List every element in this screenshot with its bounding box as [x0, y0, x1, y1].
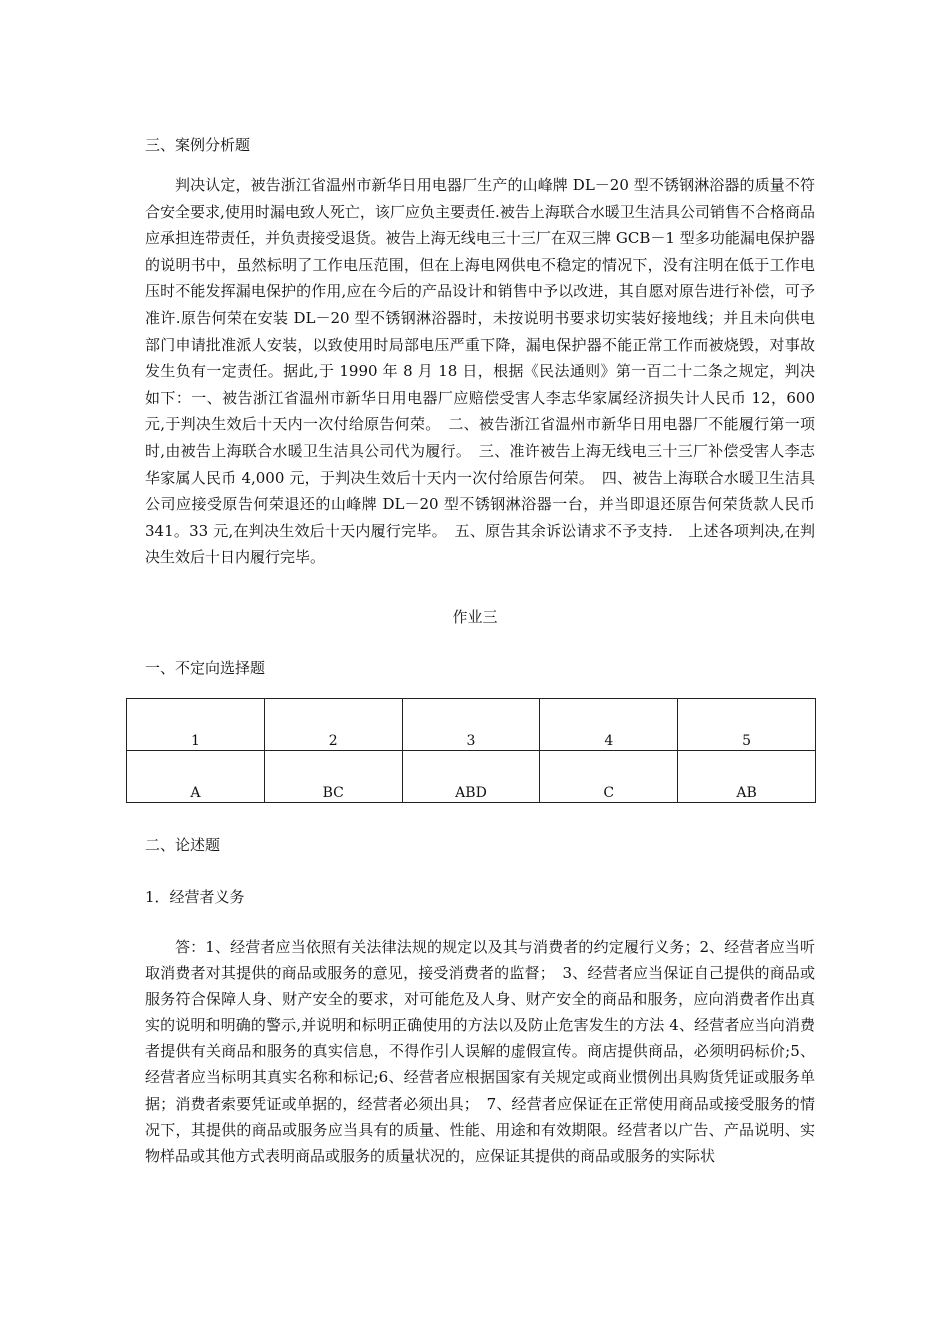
question-number-row [127, 699, 816, 751]
answer-cell: ABD [402, 751, 540, 803]
question-number-cell: 4 [540, 699, 678, 751]
question-number-cell: 5 [678, 699, 816, 751]
answer-table [126, 698, 816, 803]
judgment-paragraph: 判决认定，被告浙江省温州市新华日用电器厂生产的山峰牌 DL－20 型不锈钢淋浴器的质量不符合安全要求,使用时漏电致人死亡，该厂应负主要责任.被告上海联合水暖卫生洁具公司销售不合格商品应承担连带责任，并负责接受退货。被告上海无线电三十三厂在双三牌 GCB－1 型多功能漏电保护器的说明书中，虽然标明了工作电压范围，但在上海电网供电不稳定的情况下，没有注明在低于工作电压时不能发挥漏电保护的作用,应在今后的产品设计和销售中予以改进，其自愿对原告进行补偿，可予准许.原告何荣在安装 DL－20 型不锈钢淋浴器时，未按说明书要求切实装好接地线；并且未向供电部门申请批准派人安装，以致使用时局部电压严重下降，漏电保护器不能正常工作而被烧毁，对事故发生负有一定责任。据此,于 1990 年 8 月 18 日，根据《民法通则》第一百二十二条之规定，判决如下：一、被告浙江省温州市新华日用电器厂应赔偿受害人李志华家属经济损失计人民币 12，600 元,于判决生效后十天内一次付给原告何荣。 二、被告浙江省温州市新华日用电器厂不能履行第一项时,由被告上海联合水暖卫生洁具公司代为履行。 三、准许被告上海无线电三十三厂补偿受害人李志华家属人民币 4,000 元，于判决生效后十天内一次付给原告何荣。 四、被告上海联合水暖卫生洁具公司应接受原告何荣退还的山峰牌 DL－20 型不锈钢淋浴器一台，并当即退还原告何荣货款人民币 341。33 元,在判决生效后十天内履行完毕。 五、原告其余诉讼请求不予支持. 上述各项判决,在判决生效后十日内履行完毕。 [145, 176, 815, 567]
homework-title: 作业三 [452, 608, 498, 626]
question-number-cell: 2 [264, 699, 402, 751]
question-1-heading: 1．经营者义务 [145, 888, 245, 906]
answer-row [127, 751, 816, 803]
answer-cell: AB [678, 751, 816, 803]
answer-cell: A [127, 751, 265, 803]
question-number-cell: 3 [402, 699, 540, 751]
question-number-cell: 1 [127, 699, 265, 751]
answer-cell: BC [264, 751, 402, 803]
section-3-heading: 三、案例分析题 [145, 136, 251, 154]
section-2-heading: 二、论述题 [145, 836, 221, 854]
answer-cell: C [540, 751, 678, 803]
section-1-heading: 一、不定向选择题 [145, 659, 266, 677]
answer-paragraph: 答：1、经营者应当依照有关法律法规的规定以及其与消费者的约定履行义务；2、经营者应当听取消费者对其提供的商品或服务的意见，接受消费者的监督； 3、经营者应当保证自己提供的商品或服务符合保障人身、财产安全的要求，对可能危及人身、财产安全的商品和服务，应向消费者作出真实的说明和明确的警示,并说明和标明正确使用的方法以及防止危害发生的方法 4、经营者应当向消费者提供有关商品和服务的真实信息，不得作引人误解的虚假宣传。商店提供商品，必须明码标价;5、经营者应当标明其真实名称和标记;6、经营者应根据国家有关规定或商业惯例出具购货凭证或服务单据；消费者索要凭证或单据的，经营者必须出具； 7、经营者应保证在正常使用商品或接受服务的情况下，其提供的商品或服务应当具有的质量、性能、用途和有效期限。经营者以广告、产品说明、实物样品或其他方式表明商品或服务的质量状况的，应保证其提供的商品或服务的实际状 [145, 938, 815, 1165]
